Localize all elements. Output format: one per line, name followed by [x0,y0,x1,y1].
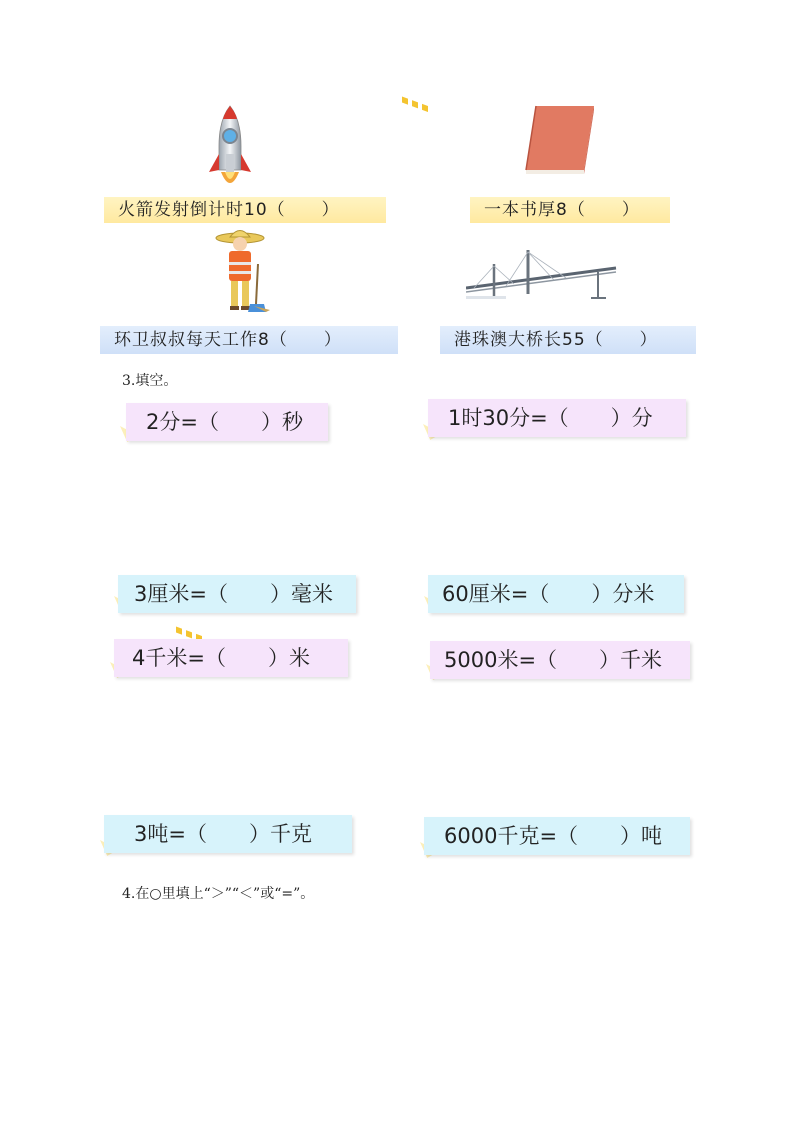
section-3-title: 3.填空。 [122,373,178,389]
fill-blank-m-km: 5000米=（ ）千米 [430,641,690,679]
book-icon [522,104,596,174]
fill-blank-km-m: 4千米=（ ）米 [114,639,348,677]
decorative-stripe [402,97,432,114]
section-4-title: 4.在○里填上“＞”“＜”或“=”。 [122,886,315,902]
bridge-length-label: 港珠澳大桥长55（ ） [440,326,696,354]
rocket-icon [206,104,254,190]
fill-blank-kg-ton: 6000千克=（ ）吨 [424,817,690,855]
book-thickness-label: 一本书厚8（ ） [470,197,670,223]
sanitation-worker-icon [214,224,276,314]
fill-blank-minutes-seconds: 2分=（ ）秒 [126,403,328,441]
fill-blank-hours-minutes: 1时30分=（ ）分 [428,399,686,437]
fill-blank-cm-mm: 3厘米=（ ）毫米 [118,575,356,613]
rocket-countdown-label: 火箭发射倒计时10（ ） [104,197,386,223]
fill-blank-ton-kg: 3吨=（ ）千克 [104,815,352,853]
worker-hours-label: 环卫叔叔每天工作8（ ） [100,326,398,354]
bridge-icon [466,240,620,312]
fill-blank-cm-dm: 60厘米=（ ）分米 [428,575,684,613]
